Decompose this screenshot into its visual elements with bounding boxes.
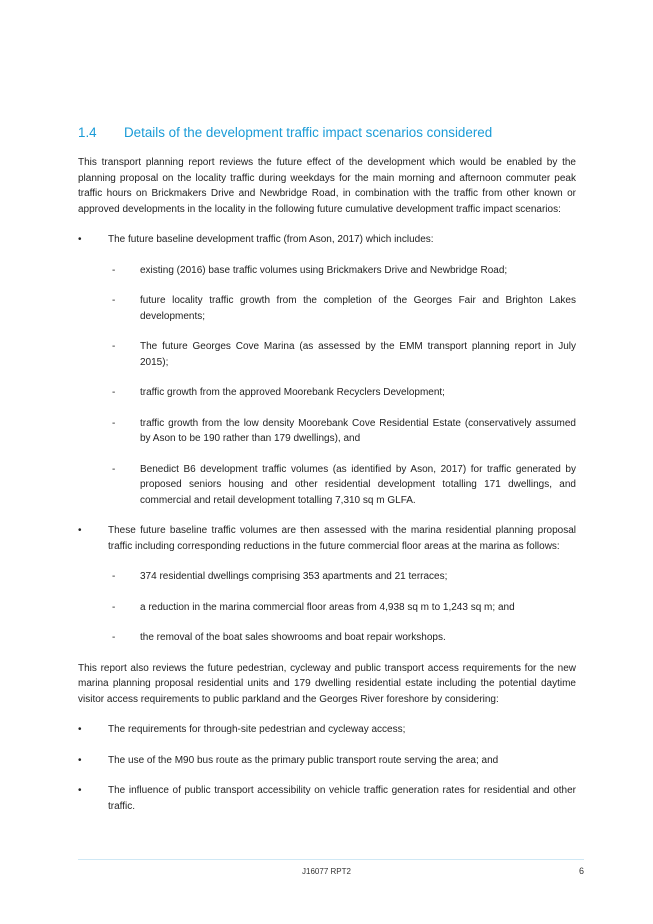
sub-item xyxy=(78,293,576,324)
sub-item xyxy=(78,569,576,585)
dash-marker: - xyxy=(112,601,116,613)
bullet-item-access xyxy=(78,753,576,769)
dash-marker: - xyxy=(112,295,116,306)
bullet-text: The requirements for through-site pedestrian and cycleway access; xyxy=(108,724,406,735)
bullet-marker: • xyxy=(78,785,82,796)
bullet-item-access xyxy=(78,783,576,814)
sub-item-text: 374 residential dwellings comprising 353 apartments and 21 terraces; xyxy=(140,571,448,582)
sub-item xyxy=(78,263,576,279)
bullet-text: The use of the M90 bus route as the primary public transport route serving the area; and xyxy=(108,754,499,766)
dash-marker: - xyxy=(112,387,116,398)
body-content xyxy=(78,155,576,814)
dash-marker: - xyxy=(112,463,116,475)
sub-item xyxy=(78,339,576,370)
sub-item xyxy=(78,416,576,447)
bullet-text: These future baseline traffic volumes are then assessed with the marina residential planning proposal traffic including corresponding reductions in the future commercial floor areas at the marina as follows: xyxy=(108,525,576,552)
dash-marker: - xyxy=(112,417,116,429)
bullet-marker: • xyxy=(78,234,82,245)
sub-item xyxy=(78,385,576,401)
section-number: 1.4 xyxy=(78,125,97,140)
intro-paragraph: This transport planning report reviews the future effect of the development which would be enabled by the planning proposal on the locality traffic during weekdays for the main morning and afternoon commuter peak traffic hours on Brickmakers Drive and Newbridge Road, in combination with the traffic from other known or approved developments in the locality in the following future cumulative development traffic impact scenarios: xyxy=(78,157,576,215)
sub-item xyxy=(78,600,576,616)
page-number: 6 xyxy=(578,866,584,876)
sub-item-text: traffic growth from the approved Moorebank Recyclers Development; xyxy=(140,387,445,398)
sub-item xyxy=(78,630,576,646)
sub-item xyxy=(78,462,576,509)
sub-item-text: existing (2016) base traffic volumes using Brickmakers Drive and Newbridge Road; xyxy=(140,264,508,276)
bullet-text: The future baseline development traffic (from Ason, 2017) which includes: xyxy=(108,234,434,245)
sub-item-text: traffic growth from the low density Moorebank Cove Residential Estate (conservatively assumed by Ason to be 190 rather than 179 dwellings), and xyxy=(140,417,576,444)
footer-reference: J16077 RPT2 xyxy=(302,867,351,876)
sub-item-text: future locality traffic growth from the completion of the Georges Fair and Brighton Lakes developments; xyxy=(140,295,576,322)
dash-marker: - xyxy=(112,632,116,643)
sub-item-text: the removal of the boat sales showrooms and boat repair workshops. xyxy=(140,632,446,643)
footer-divider xyxy=(78,859,584,860)
bullet-text: The influence of public transport accessibility on vehicle traffic generation rates for residential and other traffic. xyxy=(108,785,576,812)
bullet-marker: • xyxy=(78,525,82,536)
dash-marker: - xyxy=(112,571,116,582)
access-paragraph: This report also reviews the future pedestrian, cycleway and public transport access requirements for the new marina planning proposal residential units and 179 dwelling residential estate including the potential daytime visitor access requirements to public parkland and the Georges River foreshore by considering: xyxy=(78,662,576,705)
bullet-item-scenario-marina xyxy=(78,523,576,554)
sub-item-text: a reduction in the marina commercial floor areas from 4,938 sq m to 1,243 sq m; and xyxy=(140,601,515,613)
sub-item-text: Benedict B6 development traffic volumes (as identified by Ason, 2017) for traffic generated by proposed seniors housing and other residential development totalling 171 dwellings, and commercial and retail development totalling 7,310 sq m GLFA. xyxy=(140,463,576,506)
bullet-marker: • xyxy=(78,724,82,735)
dash-marker: - xyxy=(112,341,116,352)
bullet-marker: • xyxy=(78,754,82,766)
bullet-item-access xyxy=(78,722,576,738)
dash-marker: - xyxy=(112,264,116,276)
bullet-item-scenario-baseline xyxy=(78,232,576,248)
section-title: Details of the development traffic impact scenarios considered xyxy=(124,125,493,140)
section-heading xyxy=(78,124,578,141)
sub-item-text: The future Georges Cove Marina (as assessed by the EMM transport planning report in July 2015); xyxy=(140,341,576,368)
